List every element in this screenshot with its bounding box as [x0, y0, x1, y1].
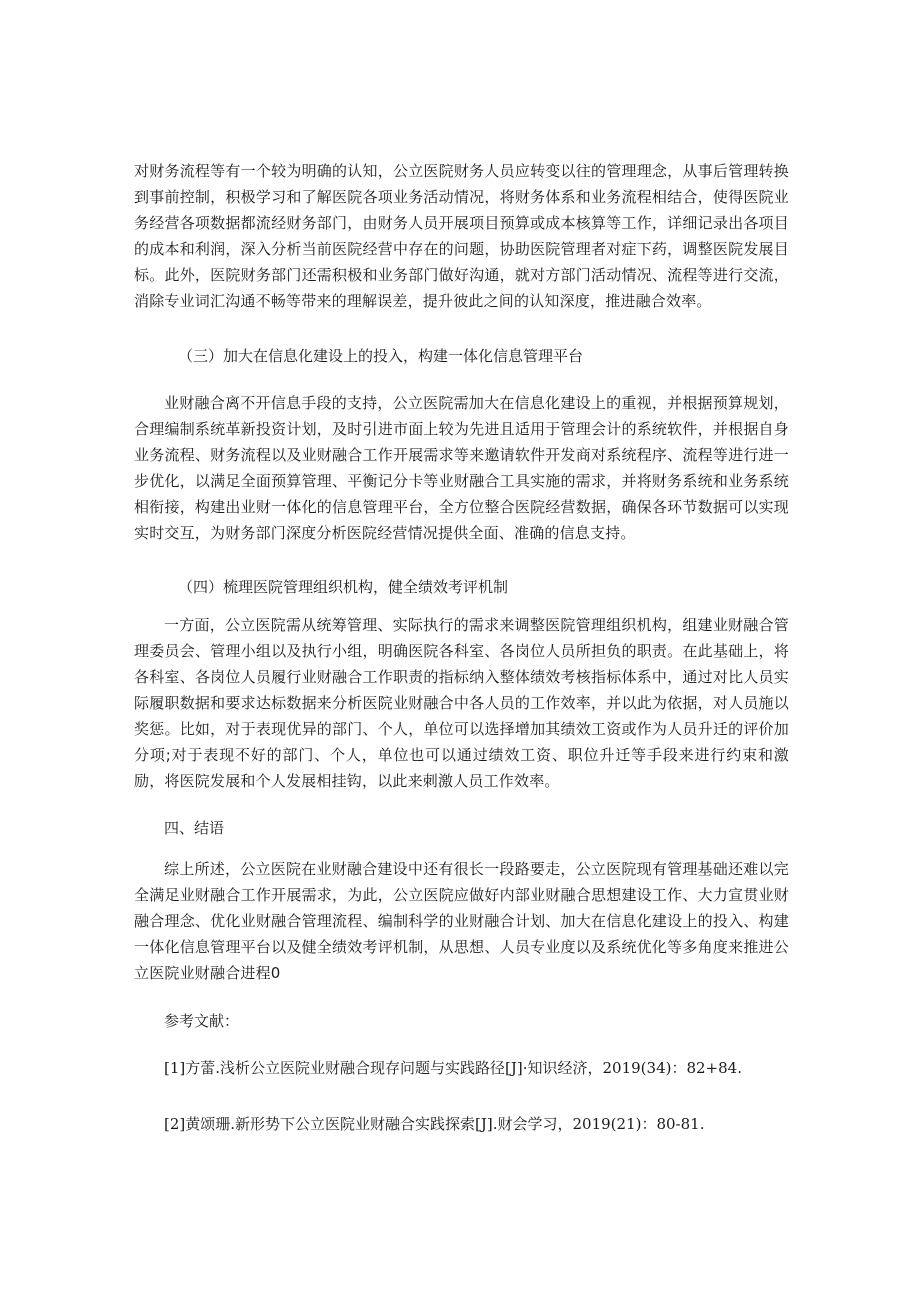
conclusion-heading: 四、结语 [164, 819, 225, 837]
paragraph-continued: 对财务流程等有一个较为明确的认知，公立医院财务人员应转变以往的管理理念，从事后管理转换到事前控制，积极学习和了解医院各项业务活动情况，将财务体系和业务流程相结合，使得医院业务经营各项数据都流经财务部门，由财务人员开展项目预算或成本核算等工作，详细记录出各项目的成本和利润，深入分析当前医院经营中存在的问题，协助医院管理者对症下药，调整医院发展目标。此外，医院财务部门还需积极和业务部门做好沟通，就对方部门活动情况、流程等进行交流，消除专业词汇沟通不畅等带来的理解误差，提升彼此之间的认知深度，推进融合效率。 [134, 162, 789, 310]
references-heading: 参考文献： [164, 1012, 240, 1030]
paragraph-conclusion: 综上所述，公立医院在业财融合建设中还有很长一段路要走，公立医院现有管理基础还难以完全满足业财融合工作开展需求，为此，公立医院应做好内部业财融合思想建设工作、大力宣贯业财融合理念、优化业财融合管理流程、编制科学的业财融合计划、加大在信息化建设上的投入、构建一体化信息管理平台以及健全绩效考评机制，从思想、人员专业度以及系统优化等多角度来推进公立医院业财融合进程0 [134, 860, 789, 982]
reference-1: [1]方蕾.浅析公立医院业财融合现存问题与实践路径[J]·知识经济，2019(34)：82+84. [164, 1059, 742, 1077]
section-heading-3: （三）加大在信息化建设上的投入，构建一体化信息管理平台 [178, 347, 584, 365]
section-heading-4: （四）梳理医院管理组织机构，健全绩效考评机制 [178, 578, 509, 596]
paragraph-organization: 一方面，公立医院需从统筹管理、实际执行的需求来调整医院管理组织机构，组建业财融合管理委员会、管理小组以及执行小组，明确医院各科室、各岗位人员所担负的职责。在此基础上，将各科室、各岗位人员履行业财融合工作职责的指标纳入整体绩效考核指标体系中，通过对比人员实际履职数据和要求达标数据来分析医院业财融合中各人员的工作效率，并以此为依据，对人员施以奖惩。比如，对于表现优异的部门、个人，单位可以选择增加其绩效工资或作为人员升迁的评价加分项;对于表现不好的部门、个人，单位也可以通过绩效工资、职位升迁等手段来进行约束和激励，将医院发展和个人发展相挂钩，以此来刺激人员工作效率。 [134, 616, 789, 790]
paragraph-informatization: 业财融合离不开信息手段的支持，公立医院需加大在信息化建设上的重视，并根据预算规划，合理编制系统革新投资计划，及时引进市面上较为先进且适用于管理会计的系统软件，并根据自身业务流程、财务流程以及业财融合工作开展需求等来邀请软件开发商对系统程序、流程等进行进一步优化，以满足全面预算管理、平衡记分卡等业财融合工具实施的需求，并将财务系统和业务系统相衔接，构建出业财一体化的信息管理平台，全方位整合医院经营数据，确保各环节数据可以实现实时交互，为财务部门深度分析医院经营情况提供全面、准确的信息支持。 [134, 394, 789, 542]
reference-2: [2]黄颂珊.新形势下公立医院业财融合实践探索[J].财会学习，2019(21)：80-81. [164, 1115, 705, 1133]
